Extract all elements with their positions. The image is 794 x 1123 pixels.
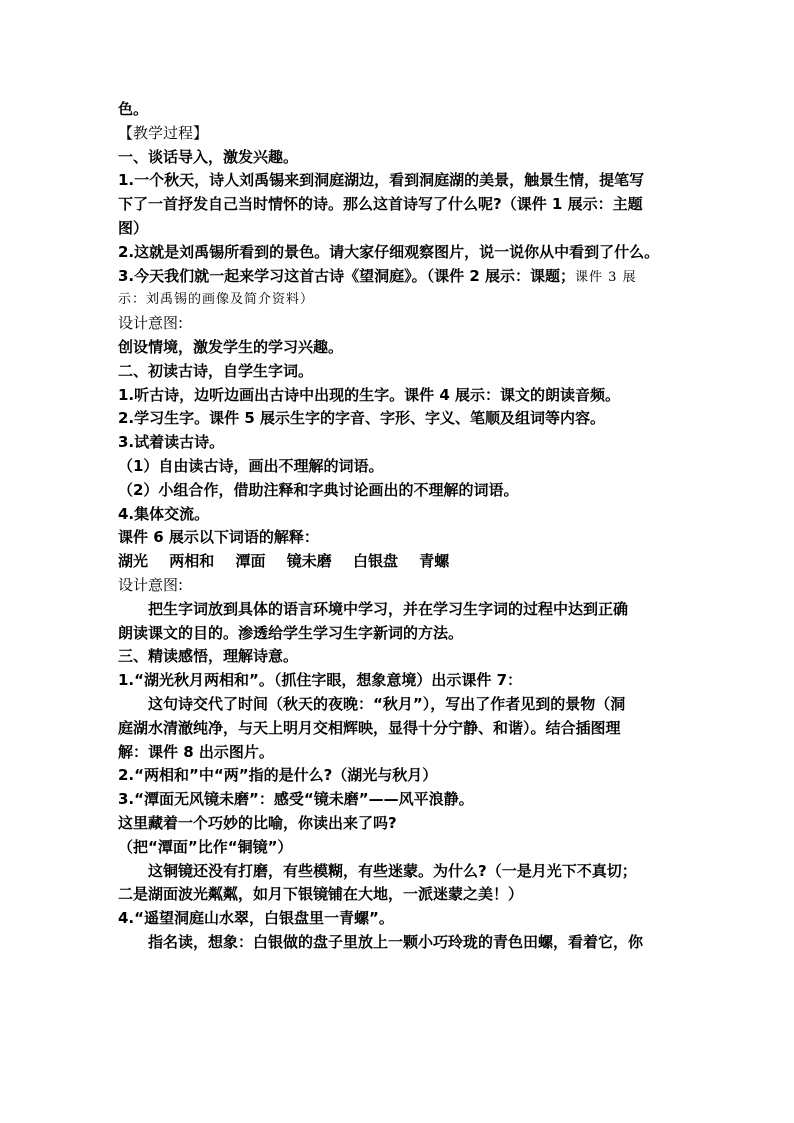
design-intent-label: 设计意图:	[118, 575, 184, 594]
text-line: 庭湖水清澈纯净，与天上明月交相辉映，显得十分宁静、和谐）。结合插图理	[118, 718, 621, 737]
text-line: 这句诗交代了时间（秋天的夜晚：“秋月”），写出了作者见到的景物（洞	[148, 694, 626, 713]
text-span: 3.今天我们就一起来学习这首古诗《望洞庭》。（课件 2 展示：课题；	[118, 266, 576, 285]
text-line: 3.试着读古诗。	[118, 433, 225, 452]
text-line: 朗读课文的目的。渗透给学生学习生字新词的方法。	[118, 623, 464, 642]
text-line: 2.“两相和”中“两”指的是什么?（湖光与秋月）	[118, 766, 438, 785]
text-line: 4.集体交流。	[118, 504, 210, 523]
heading-1: 一、谈话导入，激发兴趣。	[118, 147, 299, 166]
text-line: 图）	[118, 218, 149, 237]
text-line: 课件 6 展示以下词语的解释：	[118, 528, 319, 547]
text-line: 解：课件 8 出示图片。	[118, 742, 274, 761]
text-line: （把“潭面”比作“铜镜”）	[118, 837, 293, 856]
text-line: （2）小组合作，借助注释和字典讨论画出的不理解的词语。	[118, 480, 519, 499]
text-line: 2.学习生字。课件 5 展示生字的字音、字形、字义、笔顺及组词等内容。	[118, 409, 606, 428]
text-line: 下了一首抒发自己当时情怀的诗。那么这首诗写了什么呢?（课件 1 展示：主题	[118, 195, 643, 214]
text-line: 这铜镜还没有打磨，有些模糊，有些迷蒙。为什么?（一是月光下不真切；	[148, 861, 637, 880]
text-span: 课件 3 展	[575, 269, 637, 285]
word-item: 镜未磨	[286, 552, 332, 571]
heading-2: 二、初读古诗，自学生字词。	[118, 361, 314, 380]
text-line: 指名读，想象：白银做的盘子里放上一颗小巧玲珑的青色田螺，看着它，你	[148, 932, 644, 951]
text-line: 1.听古诗，边听边画出古诗中出现的生字。课件 4 展示：课文的朗读音频。	[118, 385, 621, 404]
heading-3: 三、精读感悟，理解诗意。	[118, 647, 299, 666]
text-line: （1）自由读古诗，画出不理解的词语。	[118, 456, 384, 475]
word-list	[118, 550, 688, 574]
text-line: 示：刘禹锡的画像及简介资料）	[118, 292, 315, 308]
text-line: 二是湖面波光粼粼，如月下银镜铺在大地，一派迷蒙之美！）	[118, 885, 524, 904]
design-intent-label: 设计意图:	[118, 314, 184, 333]
text-line: 1.“湖光秋月两相和”。（抓住字眼，想象意境）出示课件 7：	[118, 671, 523, 690]
section-heading: 【教学过程】	[118, 123, 209, 142]
text-line: 把生字词放到具体的语言环境中学习，并在学习生字词的过程中达到正确	[148, 599, 629, 618]
word-item: 潭面	[235, 552, 266, 571]
text-line	[118, 265, 688, 289]
document-body	[118, 98, 688, 955]
text-line: 色。	[118, 100, 149, 118]
text-line: 2.这就是刘禹锡所看到的景色。请大家仔细观察图片，说一说你从中看到了什么。	[118, 242, 660, 261]
word-item: 湖光	[118, 552, 149, 571]
word-item: 青螺	[419, 552, 450, 571]
word-item: 白银盘	[353, 552, 399, 571]
text-line: 创设情境，激发学生的学习兴趣。	[118, 337, 344, 356]
text-line: 1.一个秋天，诗人刘禹锡来到洞庭湖边，看到洞庭湖的美景，触景生情，提笔写	[118, 171, 645, 190]
text-line: 3.“潭面无风镜未磨”：感受“镜未磨”——风平浪静。	[118, 790, 474, 809]
word-item: 两相和	[169, 552, 215, 571]
text-line: 4.“遥望洞庭山水翠，白银盘里一青螺”。	[118, 909, 394, 928]
text-line: 这里藏着一个巧妙的比喻，你读出来了吗?	[118, 813, 397, 832]
